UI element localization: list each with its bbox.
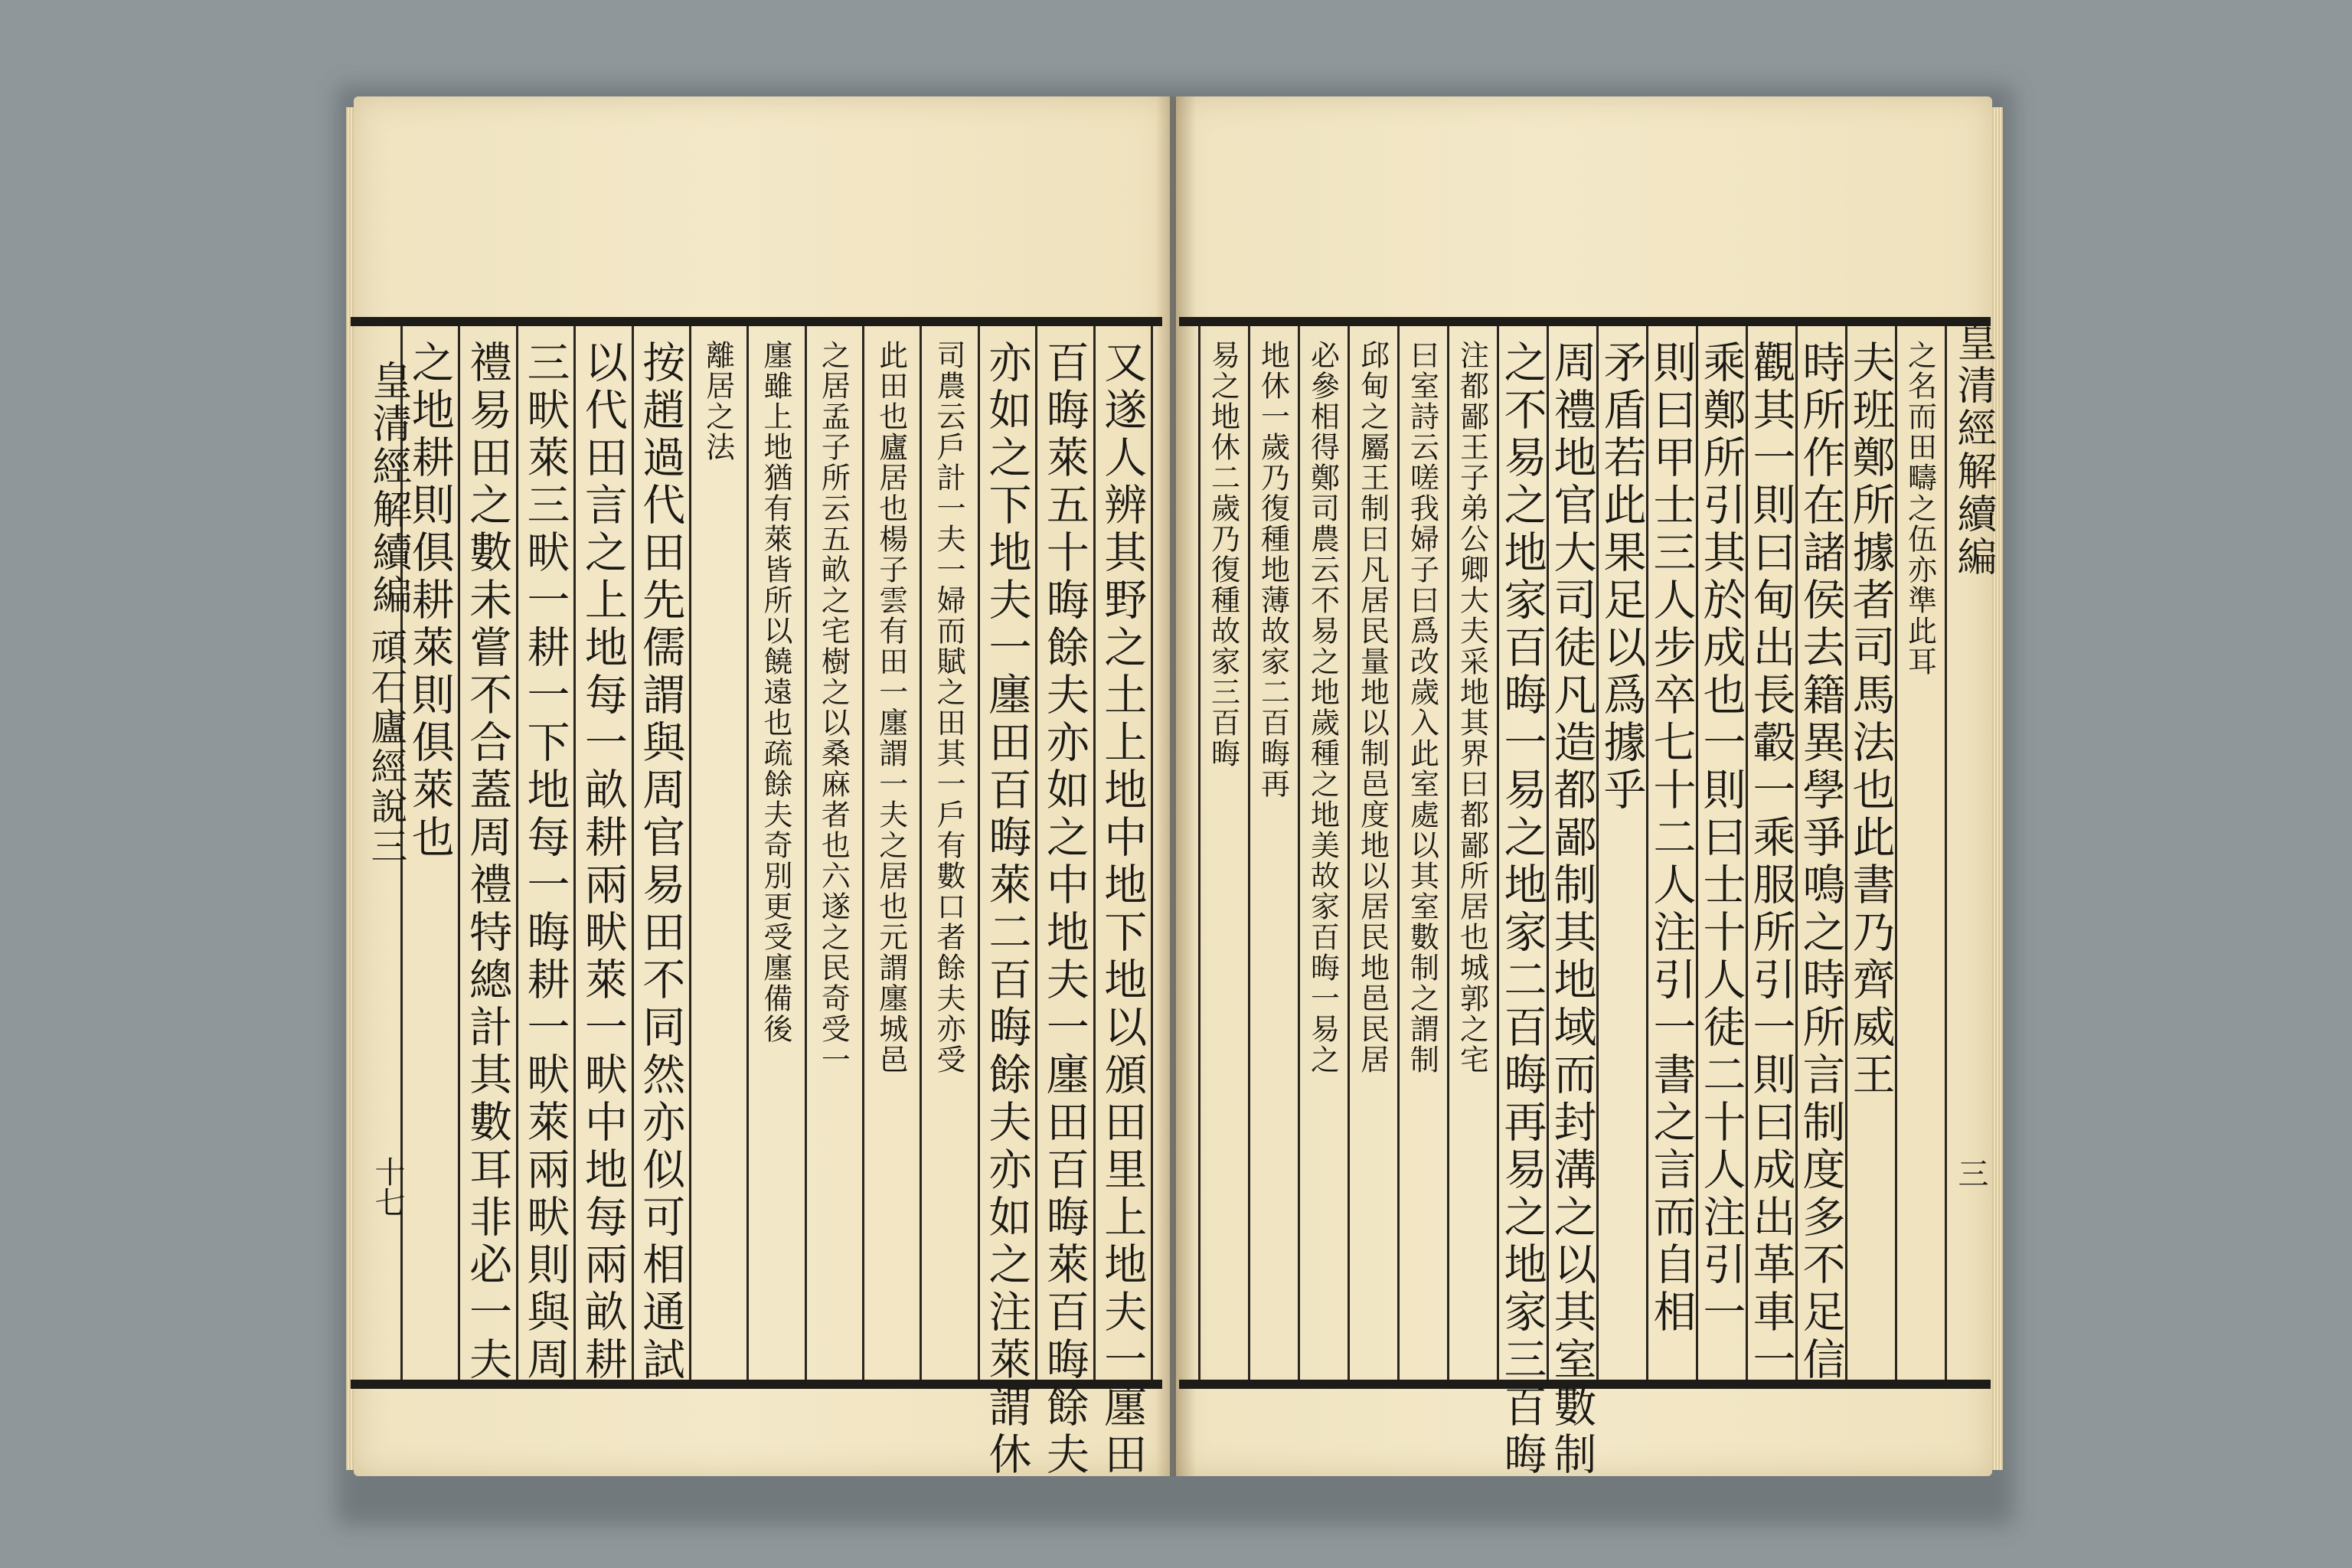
text-column: 三畎萊三畎一耕一下地每一晦耕一畎萊兩畎則與周 xyxy=(520,340,570,1384)
column-rule xyxy=(1298,326,1300,1380)
column-rule xyxy=(1447,326,1449,1380)
text-column: 離居之法 xyxy=(701,340,735,462)
right-text-frame xyxy=(1179,317,1991,1479)
text-column: 又遂人辨其野之土上地中地下地以頒田里上地夫一廛田 xyxy=(1097,340,1148,1479)
column-rule xyxy=(805,326,807,1380)
text-column: 夫班鄭所據者司馬法也此書乃齊威王 xyxy=(1845,340,1896,1099)
left-folio: 十七 xyxy=(370,1156,405,1217)
text-column: 必參相得鄭司農云不易之地歲種之地美故家百晦一易之 xyxy=(1305,340,1340,1075)
column-rule xyxy=(632,326,634,1380)
column-rule xyxy=(1035,326,1037,1380)
column-rule xyxy=(1151,326,1153,1380)
column-rule xyxy=(862,326,864,1380)
column-rule xyxy=(573,326,576,1380)
text-column: 亦如之下地夫一廛田百晦萊二百晦餘夫亦如之注萊謂休 xyxy=(982,340,1032,1479)
left-margin-subtitle: 頑石廬經說三 xyxy=(364,628,407,867)
text-column: 之名而田疇之伍亦準此耳 xyxy=(1903,340,1937,677)
column-rule xyxy=(1397,326,1400,1380)
text-column: 廛雖上地猶有萊皆所以饒遠也疏餘夫奇別更受廛備後 xyxy=(759,340,792,1044)
text-column: 之居孟子所云五畝之宅樹之以桑麻者也六遂之民奇受一 xyxy=(816,340,851,1075)
column-rule xyxy=(458,326,460,1380)
text-column: 乘鄭所引其於成也一則曰士十人徒二十人注引一 xyxy=(1696,340,1746,1337)
text-column: 以代田言之上地每一畝耕兩畎萊一畎中地每兩畝耕 xyxy=(577,340,628,1384)
text-column: 司農云戶計一夫一婦而賦之田其一戶有數口者餘夫亦受 xyxy=(932,340,966,1075)
left-text-frame xyxy=(351,317,1162,1479)
text-column: 之不易之地家百晦一易之地家二百晦再易之地家三百晦 xyxy=(1497,340,1547,1479)
column-rule xyxy=(689,326,691,1380)
text-column: 易之地休二歲乃復種故家三百晦 xyxy=(1206,340,1240,769)
left-margin-title: 皇清經解續編 xyxy=(365,360,411,617)
text-column: 觀其一則曰甸出長轂一乘服所引一則曰成出革車一 xyxy=(1746,340,1796,1384)
text-column: 則曰甲士三人步卒七十二人注引一書之言而自相 xyxy=(1646,340,1697,1337)
text-column: 地休一歲乃復種地薄故家二百晦再 xyxy=(1256,340,1290,799)
text-column: 禮易田之數未嘗不合蓋周禮特總計其數耳非必一夫 xyxy=(462,340,513,1384)
text-column: 邱甸之屬王制曰凡居民量地以制邑度地以居民地邑民居 xyxy=(1355,340,1390,1075)
text-column: 注都鄙王子弟公卿大夫采地其界曰都鄙所居也城郭之宅 xyxy=(1455,340,1489,1075)
column-rule xyxy=(920,326,922,1380)
text-column: 按趙過代田先儒謂與周官易田不同然亦似可相通試 xyxy=(635,340,686,1384)
text-column: 之地耕則俱耕萊則俱萊也 xyxy=(404,340,455,862)
column-rule xyxy=(1093,326,1096,1380)
column-rule xyxy=(516,326,518,1380)
text-column: 曰室詩云嗟我婦子曰爲改歲入此室處以其室數制之謂制 xyxy=(1405,340,1439,1075)
text-column: 矛盾若此果足以爲據乎 xyxy=(1596,340,1647,815)
text-column: 時所作在諸侯去籍異學爭鳴之時所言制度多不足信 xyxy=(1795,340,1846,1384)
column-rule xyxy=(1348,326,1350,1380)
column-rule xyxy=(978,326,980,1380)
column-rule xyxy=(1198,326,1200,1380)
column-rule xyxy=(746,326,749,1380)
column-rule xyxy=(1248,326,1250,1380)
text-column: 此田也廬居也楊子雲有田一廛謂一夫之居也元謂廛城邑 xyxy=(874,340,908,1075)
right-folio: 三 xyxy=(1953,1158,1988,1188)
text-column: 周禮地官大司徒凡造都鄙制其地域而封溝之以其室數制 xyxy=(1547,340,1597,1479)
right-margin-title: 皇清經解續編 xyxy=(1950,322,1996,579)
text-column: 百晦萊五十晦餘夫亦如之中地夫一廛田百晦萊百晦餘夫 xyxy=(1039,340,1089,1479)
